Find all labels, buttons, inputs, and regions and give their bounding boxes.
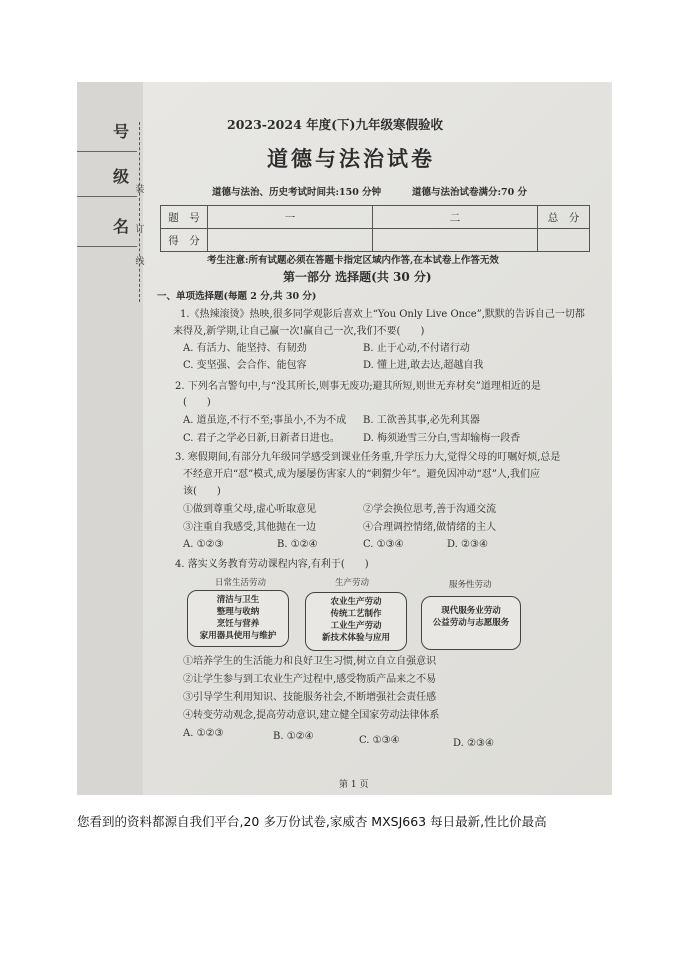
q4-option-c: C. ①③④ [359, 735, 400, 746]
labor-category-title-1: 日常生活劳动 [215, 578, 267, 588]
labor-item: 工业生产劳动 [330, 621, 382, 631]
footer-promo-text: 您看到的资料都源自我们平台,20 多万份试卷,家威杏 MXSJ663 每日最新,性比价最高 [77, 814, 547, 829]
q1-option-b: B. 止于心动,不付诸行动 [363, 343, 470, 354]
q2-option-c: C. 君子之学必日新,日新者日进也。 [183, 433, 340, 444]
score-table-total: 总 分 [538, 206, 590, 229]
binding-dashed-line [139, 122, 140, 302]
labor-item: 现代服务业劳动 [441, 606, 501, 616]
q4-item-2: ②让学生参与到工农业生产过程中,感受物质产品来之不易 [183, 674, 437, 685]
binding-margin [77, 82, 143, 795]
q3-item-1: ①做到尊重父母,虚心听取意见 [183, 504, 317, 515]
q1-option-d: D. 懂上进,敢去达,超越自我 [363, 360, 484, 371]
score-cell-part1 [208, 229, 373, 252]
labor-category-title-3: 服务性劳动 [449, 580, 492, 590]
labor-category-title-2: 生产劳动 [335, 578, 370, 588]
q3-stem-line1: 3. 寒假期间,有部分九年级同学感受到课业任务重,升学压力大,觉得父母的叮嘱好烦,总是 [175, 452, 561, 463]
q3-option-d: D. ②③④ [447, 539, 488, 550]
q2-stem-line2: ( ) [183, 397, 211, 408]
labor-category-box-3 [421, 596, 521, 650]
exam-subtitle: 道德与法治试卷 [267, 146, 435, 171]
q3-item-3: ③注重自我感受,其他抛在一边 [183, 522, 317, 533]
labor-item: 传统工艺制作 [330, 609, 382, 619]
q3-item-4: ④合理调控情绪,做情绪的主人 [363, 522, 497, 533]
score-cell-part2 [373, 229, 538, 252]
q2-option-d: D. 梅须逊雪三分白,雪却输梅一段香 [363, 433, 521, 444]
q4-option-d: D. ②③④ [453, 738, 494, 749]
side-label-class: 级 [77, 157, 137, 197]
q4-item-4: ④转变劳动观念,提高劳动意识,建立健全国家劳动法律体系 [183, 710, 440, 721]
score-table-header-label: 题 号 [161, 206, 208, 229]
q2-option-b: B. 工欲善其事,必先利其器 [363, 415, 480, 426]
exam-title: 2023-2024 年度(下)九年级寒假验收 [227, 117, 443, 132]
side-glyph-ding: 订 [135, 225, 145, 235]
q2-option-a: A. 道虽迩,不行不至;事虽小,不为不成 [183, 415, 347, 426]
exam-time-info: 道德与法治、历史考试时间共:150 分钟 [212, 187, 382, 198]
labor-item: 新技术体验与应用 [321, 633, 390, 643]
q3-option-b: B. ①②④ [277, 539, 318, 550]
labor-item: 烹饪与营养 [216, 619, 260, 629]
exam-score-info: 道德与法治试卷满分:70 分 [412, 187, 528, 198]
score-cell-total [538, 229, 590, 252]
q4-item-1: ①培养学生的生活能力和良好卫生习惯,树立自立自强意识 [183, 656, 437, 667]
q1-stem-line2: 来得及,新学期,让自己赢一次!赢自己一次,我们不要( ) [173, 326, 425, 337]
side-label-name: 名 [77, 207, 137, 247]
q4-stem: 4. 落实义务教育劳动课程内容,有利于( ) [175, 559, 369, 570]
q4-option-a: A. ①②③ [183, 728, 224, 739]
q3-option-c: C. ①③④ [363, 539, 404, 550]
q2-stem-line1: 2. 下列名言警句中,与“没其所长,则事无废功;避其所短,则世无弃材矣”道理相近的是 [175, 381, 541, 392]
score-table [160, 205, 590, 252]
labor-item: 清洁与卫生 [216, 595, 260, 605]
labor-item: 公益劳动与志愿服务 [432, 618, 510, 628]
page-number: 第 1 页 [339, 780, 369, 790]
q4-option-b: B. ①②④ [273, 731, 314, 742]
q3-item-2: ②学会换位思考,善于沟通交流 [363, 504, 497, 515]
side-glyph-zhuang: 装 [135, 185, 145, 195]
labor-item: 整理与收纳 [216, 607, 260, 617]
q3-stem-line3: 该( ) [183, 486, 221, 497]
q1-stem-line1: 1.《热辣滚烫》热映,很多同学观影后喜欢上“You Only Live Once”,默默的告诉自己一切都 [180, 309, 585, 320]
exam-notice: 考生注意:所有试题必须在答题卡指定区域内作答,在本试卷上作答无效 [207, 255, 499, 266]
score-table-score-label: 得 分 [161, 229, 208, 252]
labor-item: 家用器具使用与维护 [199, 631, 277, 641]
labor-item: 农业生产劳动 [330, 597, 382, 607]
q1-option-c: C. 变坚强、会合作、能包容 [183, 360, 307, 371]
score-table-part1: 一 [208, 206, 373, 229]
labor-category-box-2 [305, 592, 407, 651]
q1-option-a: A. 有活力、能坚持、有韧劲 [183, 343, 307, 354]
side-label-number: 号 [77, 112, 137, 152]
section-title: 一、单项选择题(每题 2 分,共 30 分) [157, 291, 317, 302]
labor-category-box-1 [187, 590, 289, 647]
q3-option-a: A. ①②③ [183, 539, 224, 550]
q4-item-3: ③引导学生利用知识、技能服务社会,不断增强社会责任感 [183, 692, 437, 703]
q3-stem-line2: 不经意开启“怼”模式,成为屡屡伤害家人的“刺猬少年”。避免因冲动“怼”人,我们应 [183, 469, 541, 480]
part-title: 第一部分 选择题(共 30 分) [283, 270, 432, 284]
score-table-part2: 二 [373, 206, 538, 229]
exam-paper-photo [77, 82, 612, 795]
side-glyph-xian: 线 [135, 257, 145, 267]
